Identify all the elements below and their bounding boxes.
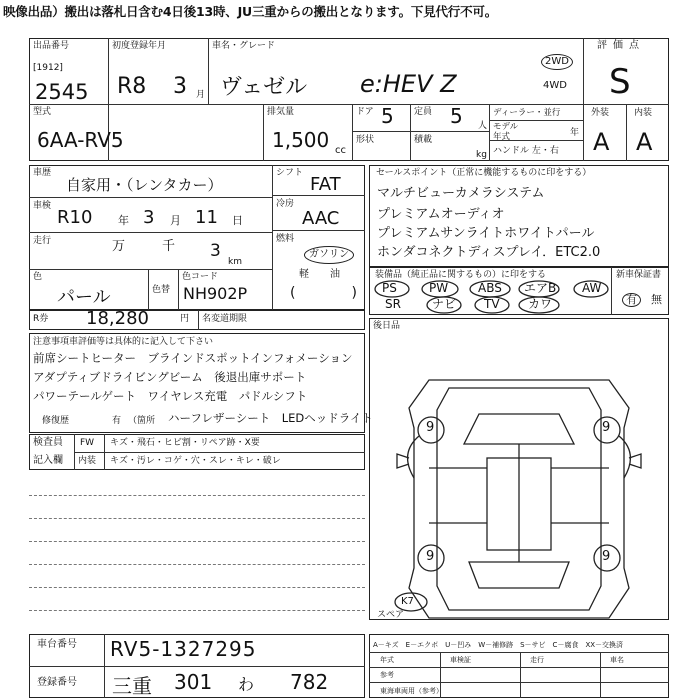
footer-dealer-info: 東海車両用（参考）: [380, 687, 443, 695]
footer-col-3: 走行: [530, 656, 544, 664]
score-label: 評価点: [597, 40, 645, 51]
drive-4wd: 4WD: [543, 80, 567, 91]
first-reg-month-unit: 月: [196, 90, 206, 100]
repair-label: 修復歴: [42, 416, 70, 426]
displacement-value: 1,500: [272, 128, 330, 152]
kg-unit: kg: [476, 150, 487, 160]
capacity-value: 5: [450, 104, 463, 128]
wheel-mark-fl: 9: [426, 420, 435, 435]
ac-value: AAC: [302, 208, 340, 229]
recycle-label: R券: [33, 314, 49, 324]
equip-aw[interactable]: AW: [582, 281, 602, 295]
note-line-4: ハーフレザーシート LEDヘッドライト: [168, 411, 373, 425]
fuel-oil: 油: [330, 269, 340, 280]
door-value: 5: [381, 104, 394, 128]
inspection-year-unit: 年: [118, 214, 129, 227]
car-name: ヴェゼル: [220, 75, 308, 100]
footer-ref: 参考: [380, 671, 394, 679]
chassis-label: 車台番号: [37, 639, 77, 650]
capacity-label: 定員: [414, 107, 433, 117]
selling-point-2: プレミアムオーディオ: [377, 207, 505, 222]
dealer-label: ディーラー・並行: [493, 108, 561, 118]
equip-pw[interactable]: PW: [429, 281, 449, 295]
tax-label: 名変道期限: [202, 314, 248, 324]
model-year-label: モデル 年式: [493, 122, 519, 142]
lot-number: 2545: [35, 80, 89, 104]
shift-value: FAT: [310, 174, 341, 195]
rear-seat-label: 後日品: [373, 321, 401, 331]
selling-point-3: プレミアムサンライトホワイトパール: [377, 226, 595, 241]
note-line-1: 前席シートヒーター ブラインドスポットインフォメーション: [33, 351, 353, 365]
equip-sr[interactable]: SR: [385, 297, 401, 311]
yen-unit: 円: [180, 314, 190, 324]
exterior-score: A: [593, 128, 610, 156]
overall-score: S: [609, 62, 631, 102]
note-line-3: パワーテールゲート ワイヤレス充電 パドルシフト: [33, 389, 308, 403]
km-unit: km: [228, 257, 242, 267]
shift-label: シフト: [276, 168, 304, 178]
reg-label: 登録番号: [37, 677, 77, 688]
selling-points-header: セールスポイント（正常に機能するものに印をする）: [376, 168, 592, 178]
auction-banner: 映像出品）搬出は落札日含む4日後13時、JU三重からの搬出となります。下見代行不可。: [3, 4, 497, 19]
interior-insp-text: キズ・汚レ・コゲ・穴・スレ・キレ・破レ: [110, 456, 281, 466]
color-value: パール: [57, 287, 111, 308]
footer-col-2: 車検証: [450, 656, 471, 664]
history-value: 自家用・（レンタカー）: [66, 176, 223, 194]
reg-kana: わ: [238, 675, 255, 694]
repair-location: （箇所: [128, 416, 156, 426]
lot-bracket: [1912]: [33, 63, 63, 73]
equipment-circles: [369, 267, 669, 315]
footer-col-1: 年式: [380, 656, 394, 664]
entry-label: 記入欄: [33, 455, 63, 466]
recycle-section: [29, 310, 365, 330]
first-reg-month: 3: [173, 74, 187, 99]
color-code-value: NH902P: [183, 284, 248, 303]
car-grade: e:HEV Z: [360, 70, 457, 98]
recycle-value: 18,280: [86, 308, 149, 329]
displacement-label: 排気量: [267, 107, 295, 117]
warranty-yes: 有: [622, 293, 641, 307]
repair-yes: 有: [112, 416, 122, 426]
selling-point-4: ホンダコネクトディスプレイ．ETC2.0: [377, 245, 601, 260]
car-name-label: 車名・グレード: [212, 41, 276, 51]
wheel-mark-rl: 9: [426, 549, 435, 564]
wheel-mark-rr: 9: [602, 549, 611, 564]
header-section: [29, 38, 669, 161]
equip-abs[interactable]: ABS: [478, 281, 502, 295]
equip-ps[interactable]: PS: [382, 281, 397, 295]
selling-point-1: マルチビューカメラシステム: [377, 186, 545, 201]
history-label: 車歴: [33, 168, 52, 178]
damage-legend: A－キズ E－エクボ U－凹み W－補修跡 S－サビ C－腐食 XX－交換済: [373, 641, 624, 649]
fuel-bracket: ( ): [290, 285, 357, 301]
fuel-value: ガソリン: [304, 246, 354, 264]
person-unit: 人: [478, 121, 488, 131]
mileage-sen-unit: 千: [162, 239, 176, 254]
equipment-header: 装備品（純正品に関するもの）に印をする: [375, 270, 547, 280]
notes-header: 注意事項車評価等は具体的に記入して下さい: [33, 337, 214, 347]
inspection-month: 3: [143, 207, 155, 228]
footer-col-4: 車名: [610, 656, 624, 664]
handle-label: ハンドル 左・右: [493, 146, 559, 156]
reg-place: 三重: [112, 674, 152, 698]
wheel-mark-fr: 9: [602, 420, 611, 435]
inspection-month-unit: 月: [170, 214, 181, 227]
inspection-day-unit: 日: [232, 214, 243, 227]
new-warranty-label: 新車保証書: [616, 270, 662, 280]
interior-score: A: [636, 128, 653, 156]
first-reg-label: 初度登録年月: [112, 41, 167, 51]
shape-label: 形状: [356, 135, 375, 145]
year-unit: 年: [570, 128, 580, 138]
car-diagram: [369, 318, 669, 620]
chassis-value: RV5-1327295: [110, 637, 257, 661]
model-code: 6AA-RV5: [37, 128, 124, 152]
equip-leather[interactable]: カワ: [528, 297, 553, 311]
note-line-2: アダプティブドライビングビーム 後退出庫サポート: [33, 370, 307, 384]
reg-class: 301: [174, 670, 213, 694]
spare-mark: K7: [401, 596, 414, 607]
equip-tv[interactable]: TV: [484, 297, 500, 311]
door-label: ドア: [356, 107, 374, 117]
cc-unit: cc: [335, 145, 346, 156]
fw-label: FW: [80, 438, 95, 448]
inspection-era: R10: [57, 207, 93, 228]
warranty-no: 無: [651, 293, 662, 306]
color-change-label: 色替: [152, 285, 171, 295]
fw-text: キズ・飛石・ヒビ割・リペア跡・X要: [110, 438, 260, 448]
mileage-man-unit: 万: [112, 239, 126, 254]
color-code-label: 色コード: [182, 272, 219, 282]
fuel-label: 燃料: [276, 234, 295, 244]
first-reg-year: R8: [117, 74, 147, 99]
load-label: 積載: [414, 135, 433, 145]
ac-label: 冷房: [276, 199, 295, 209]
inspection-day: 11: [195, 207, 218, 228]
drive-2wd: 2WD: [541, 54, 573, 70]
interior-label: 内装: [634, 108, 653, 118]
model-label: 型式: [33, 107, 52, 117]
mileage-value: 3: [210, 241, 221, 261]
inspection-label: 車検: [33, 201, 52, 211]
exterior-label: 外装: [591, 108, 610, 118]
equip-airbag[interactable]: エアB: [524, 281, 557, 295]
lot-label: 出品番号: [33, 41, 70, 51]
interior-insp-label: 内装: [78, 456, 97, 466]
mileage-label: 走行: [33, 236, 52, 246]
fuel-light: 軽: [299, 269, 309, 280]
equip-navi[interactable]: ナビ: [432, 297, 457, 311]
color-label: 色: [33, 272, 43, 282]
reg-number: 782: [290, 670, 329, 694]
spare-label: スペア: [377, 610, 405, 620]
inspector-label: 検査員: [33, 437, 63, 448]
